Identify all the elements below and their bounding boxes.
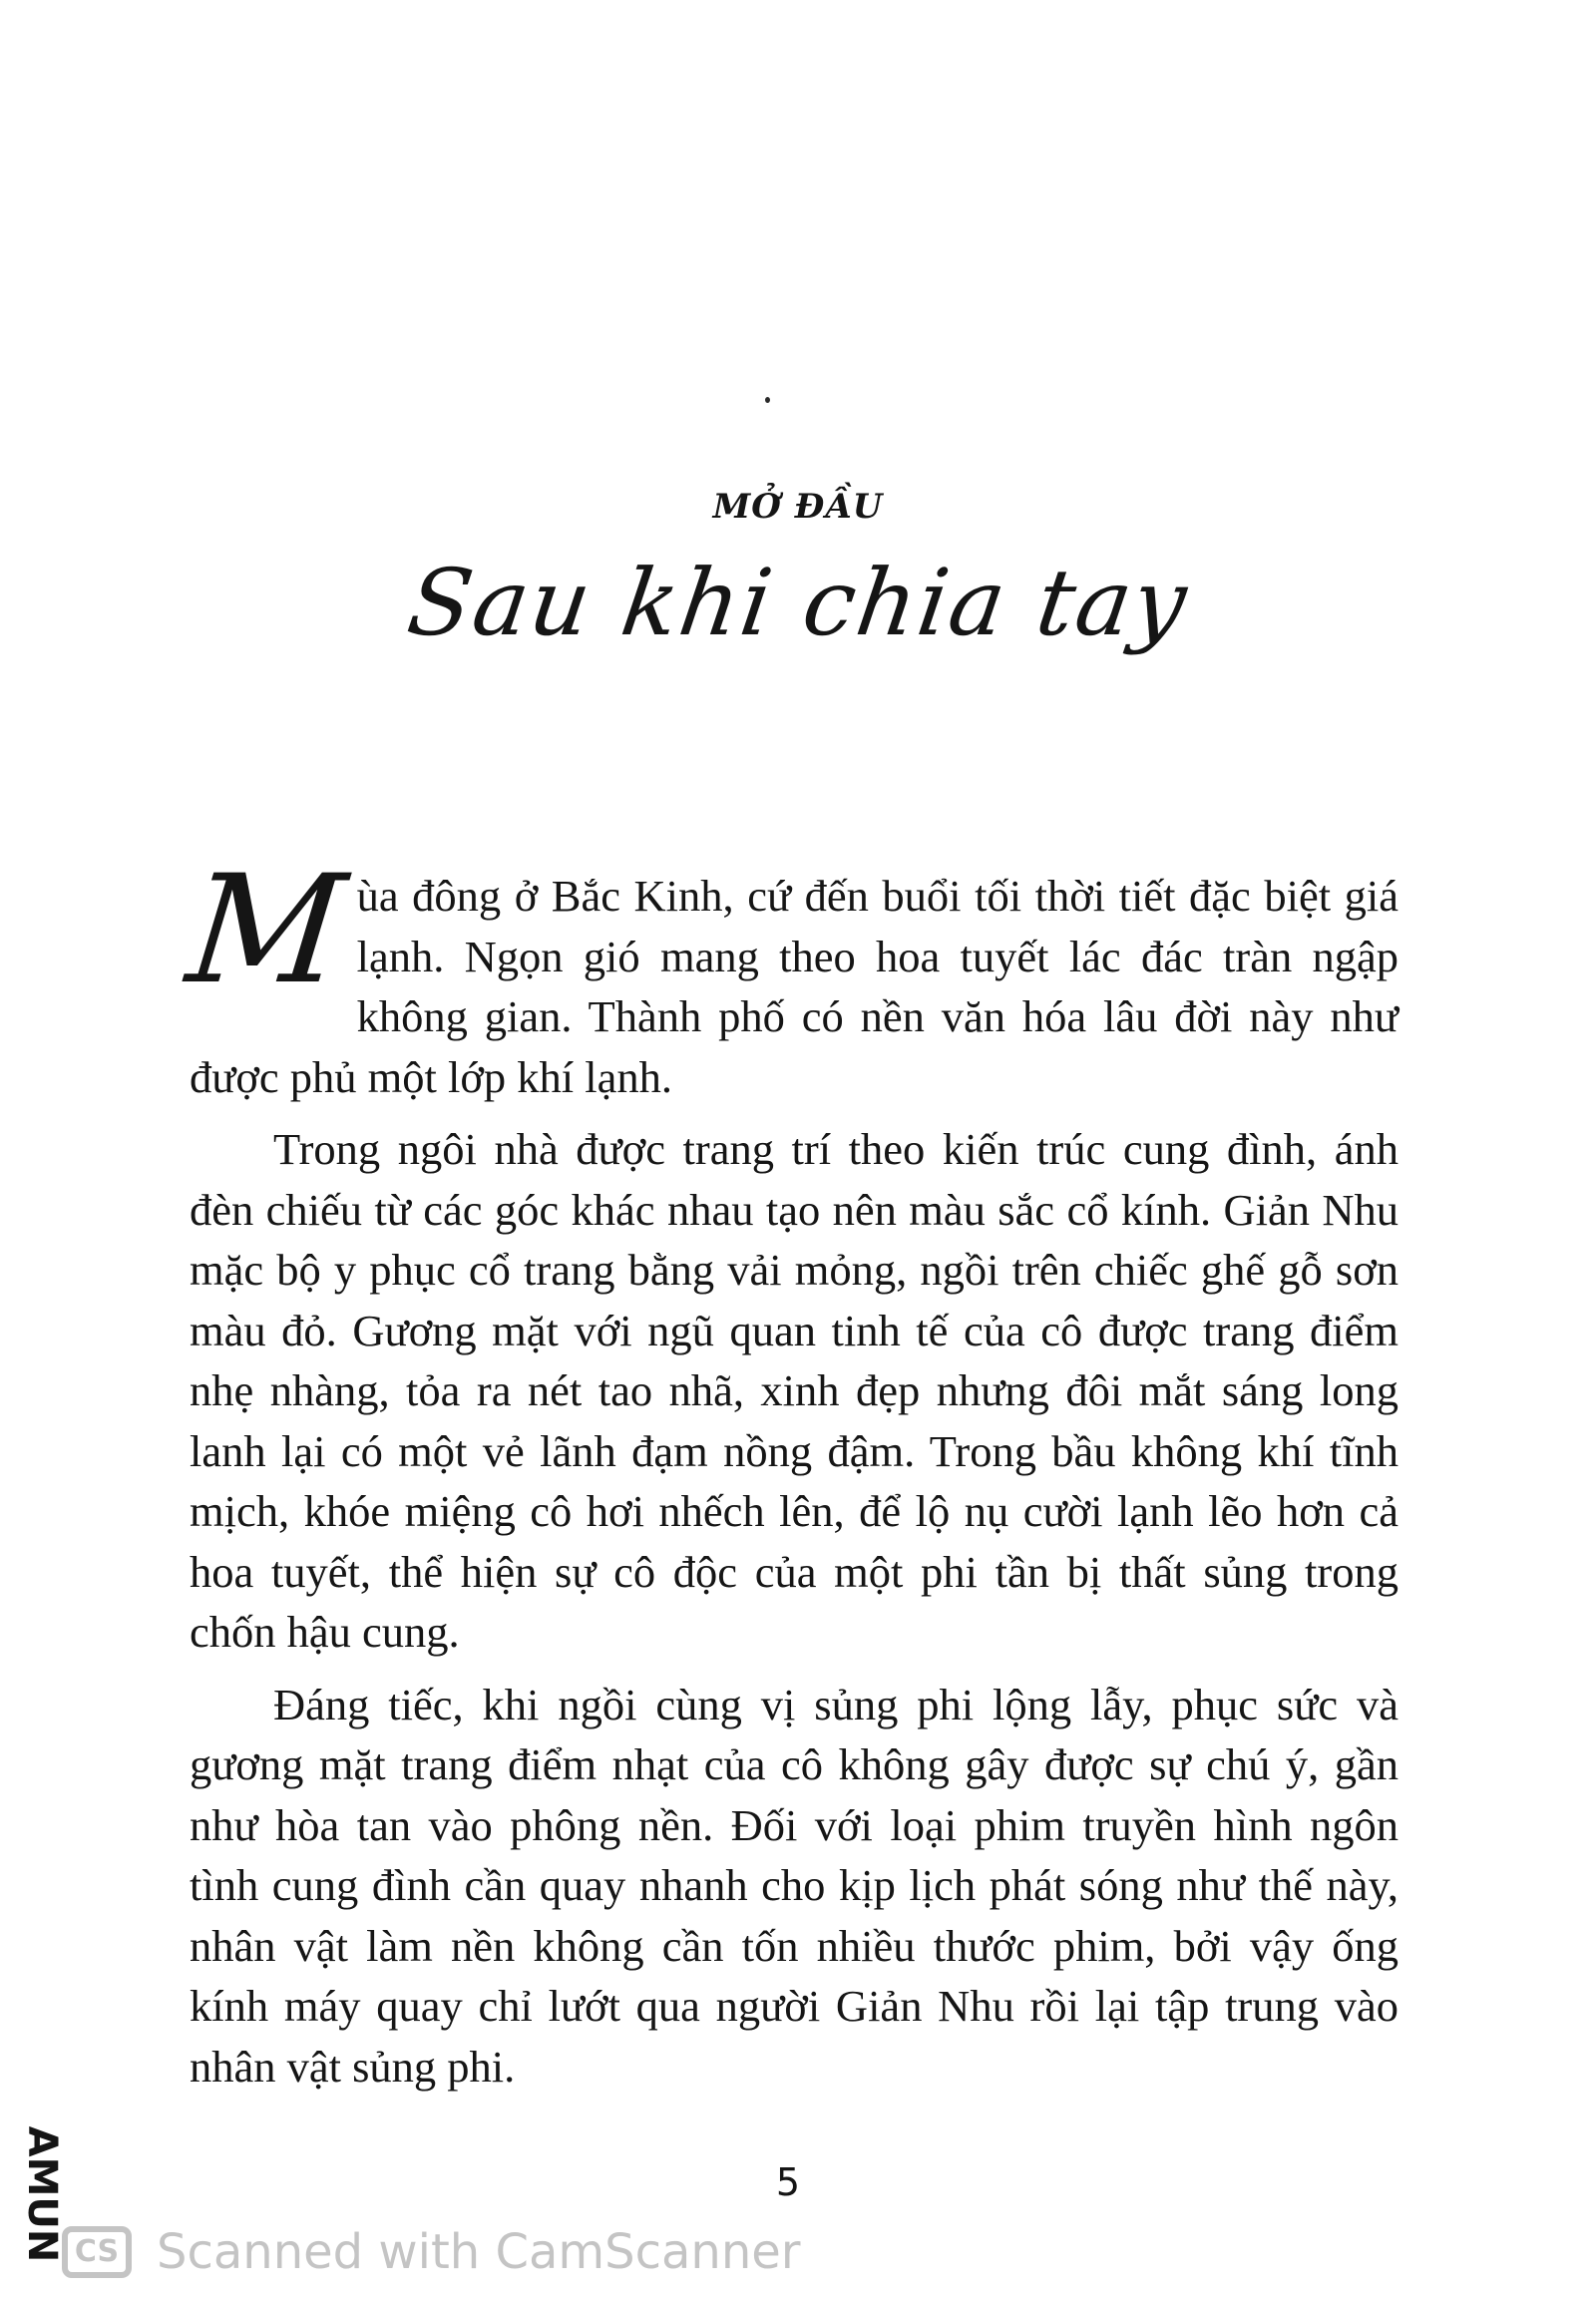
chapter-title: Sau khi chia tay [401,550,1195,656]
watermark-text: Scanned with CamScanner [157,2224,801,2280]
paragraph-1-text: ùa đông ở Bắc Kinh, cứ đến buổi tối thời tiết đặc biệt giá lạnh. Ngọn gió mang theo hoa tuyết lác đác tràn ngập không gian. Thành phố có nền văn hóa lâu đời này như được phủ một lớp khí lạnh. [190,871,1398,1102]
chapter-label: MỞ ĐẦU [712,487,884,527]
publisher-logo-text: AMUN [19,2125,65,2263]
camscanner-logo-icon: CS [62,2226,132,2278]
print-speck [765,397,770,403]
drop-cap: M [180,844,352,1017]
paragraph-3: Đáng tiếc, khi ngồi cùng vị sủng phi lộng lẫy, phục sức và gương mặt trang điểm nhạt của cô không gây được sự chú ý, gần như hòa tan vào phông nền. Đối với loại phim truyền hình ngôn tình cung đình cần quay nhanh cho kịp lịch phát sóng như thế này, nhân vật làm nền không cần tốn nhiều thước phim, bởi vậy ống kính máy quay chỉ lướt qua người Giản Nhu rồi lại tập trung vào nhân vật sủng phi. [190,1679,1398,2092]
body-text [180,844,1398,2097]
publisher-logo [19,2125,65,2263]
page-number: 5 [775,2160,801,2204]
paragraph-2: Trong ngôi nhà được trang trí theo kiến trúc cung đình, ánh đèn chiếu từ các góc khác nhau tạo nên màu sắc cổ kính. Giản Nhu mặc bộ y phục cổ trang bằng vải mỏng, ngồi trên chiếc ghế gỗ sơn màu đỏ. Gương mặt với ngũ quan tinh tế của cô được trang điểm nhẹ nhàng, tỏa ra nét tao nhã, xinh đẹp nhưng đôi mắt sáng long lanh lại có một vẻ lãnh đạm nồng đậm. Trong bầu không khí tĩnh mịch, khóe miệng cô hơi nhếch lên, để lộ nụ cười lạnh lẽo hơn cả hoa tuyết, thể hiện sự cô độc của một phi tần bị thất sủng trong chốn hậu cung. [190,1124,1398,1657]
paragraph-1 [180,844,1398,1107]
